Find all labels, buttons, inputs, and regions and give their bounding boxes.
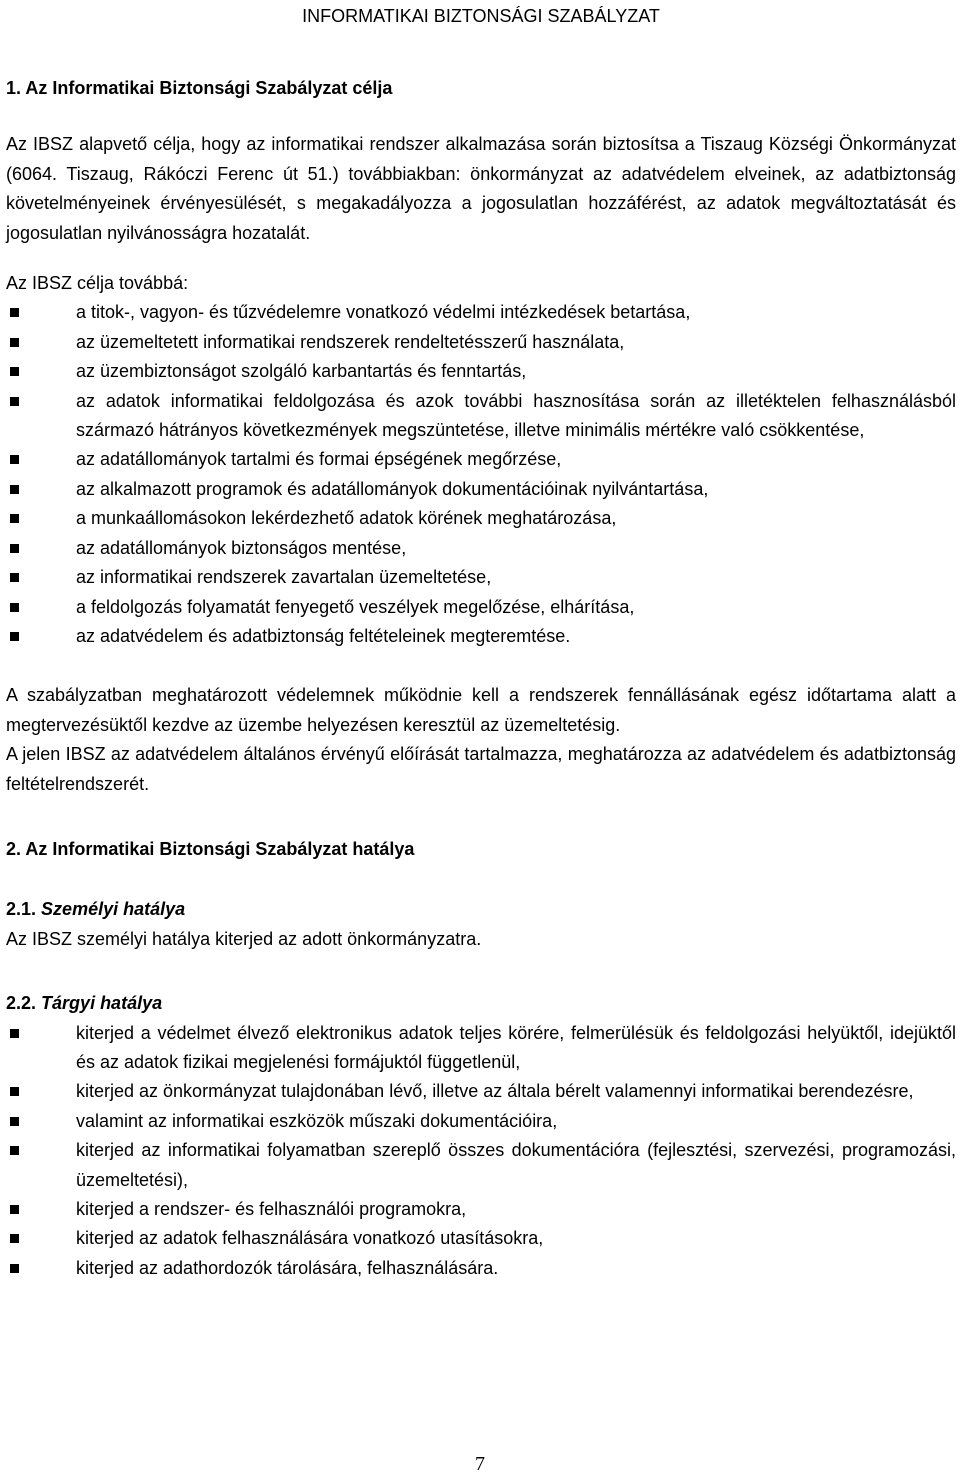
list-item: kiterjed a rendszer- és felhasználói programokra,	[6, 1195, 956, 1224]
list-item: a munkaállomásokon lekérdezhető adatok körének meghatározása,	[6, 504, 956, 533]
list-item: az üzembiztonságot szolgáló karbantartás és fenntartás,	[6, 357, 956, 386]
list-item: kiterjed az adathordozók tárolására, felhasználására.	[6, 1254, 956, 1283]
list-item: az adatok informatikai feldolgozása és azok további hasznosítása során az illetéktelen felhasználásból származó hátrányos következmények megszüntetése, illetve minimális mértékre való csökkentése,	[6, 387, 956, 446]
list-item: a titok-, vagyon- és tűzvédelemre vonatkozó védelmi intézkedések betartása,	[6, 298, 956, 327]
section-1-paragraph-1: Az IBSZ alapvető célja, hogy az informatikai rendszer alkalmazása során biztosítsa a Tiszaug Községi Önkormányzat (6064. Tiszaug, Rákóczi Ferenc út 51.) továbbiakban: önkormányzat az adatvédelem elveinek, az adatbiztonság követelményeinek érvényesülését, s megakadályozza a jogosulatlan hozzáférést, az adatok megváltoztatását és jogosulatlan nyilvánosságra hozatalát.	[6, 134, 956, 243]
list-item: az üzemeltetett informatikai rendszerek rendeltetésszerű használata,	[6, 328, 956, 357]
subsection-2-1-title: Személyi hatálya	[41, 899, 186, 920]
section-1-paragraph-3: A szabályzatban meghatározott védelemnek működnie kell a rendszerek fennállásának egész időtartama alatt a megtervezésüktől kezdve az üzembe helyezésen keresztül az üzemeltetésig.	[6, 685, 956, 735]
subsection-2-2-title: Tárgyi hatálya	[41, 993, 163, 1014]
list-item: az informatikai rendszerek zavartalan üzemeltetése,	[6, 563, 956, 592]
list-item: az adatállományok tartalmi és formai épségének megőrzése,	[6, 445, 956, 474]
section-1-bullet-list	[6, 298, 956, 651]
list-item: valamint az informatikai eszközök műszaki dokumentációira,	[6, 1107, 956, 1136]
list-item: kiterjed a védelmet élvező elektronikus adatok teljes körére, felmerülésük és feldolgozási helyüktől, idejüktől és az adatok fizikai megjelenési formájuktól függetlenül,	[6, 1019, 956, 1078]
section-2-2-bullet-list	[6, 1019, 956, 1284]
section-2-heading: 2. Az Informatikai Biztonsági Szabályzat hatálya	[6, 838, 415, 859]
document-page	[6, 0, 956, 1283]
list-item: a feldolgozás folyamatát fenyegető veszélyek megelőzése, elhárítása,	[6, 593, 956, 622]
list-item: kiterjed az adatok felhasználására vonatkozó utasításokra,	[6, 1224, 956, 1253]
section-1-heading: 1. Az Informatikai Biztonsági Szabályzat célja	[6, 78, 393, 98]
subsection-2-1-heading	[6, 895, 956, 924]
subsection-2-1-text: Az IBSZ személyi hatálya kiterjed az adott önkormányzatra.	[6, 928, 482, 949]
list-item: az alkalmazott programok és adatállományok dokumentációinak nyilvántartása,	[6, 475, 956, 504]
list-item: kiterjed az önkormányzat tulajdonában lévő, illetve az általa bérelt valamennyi informatikai berendezésre,	[6, 1077, 956, 1106]
section-1-paragraph-4: A jelen IBSZ az adatvédelem általános érvényű előírását tartalmazza, meghatározza az adatvédelem és adatbiztonság feltételrendszerét.	[6, 744, 956, 794]
list-item: az adatvédelem és adatbiztonság feltételeinek megteremtése.	[6, 622, 956, 651]
section-1-paragraph-2: Az IBSZ célja továbbá:	[6, 273, 189, 294]
subsection-2-2-heading	[6, 989, 956, 1018]
document-title: INFORMATIKAI BIZTONSÁGI SZABÁLYZAT	[302, 6, 660, 26]
page-number: 7	[475, 1453, 485, 1475]
list-item: az adatállományok biztonságos mentése,	[6, 534, 956, 563]
subsection-2-1-number: 2.1.	[6, 899, 37, 920]
subsection-2-2-number: 2.2.	[6, 993, 37, 1014]
list-item: kiterjed az informatikai folyamatban szereplő összes dokumentációra (fejlesztési, szervezési, programozási, üzemeltetési),	[6, 1136, 956, 1195]
